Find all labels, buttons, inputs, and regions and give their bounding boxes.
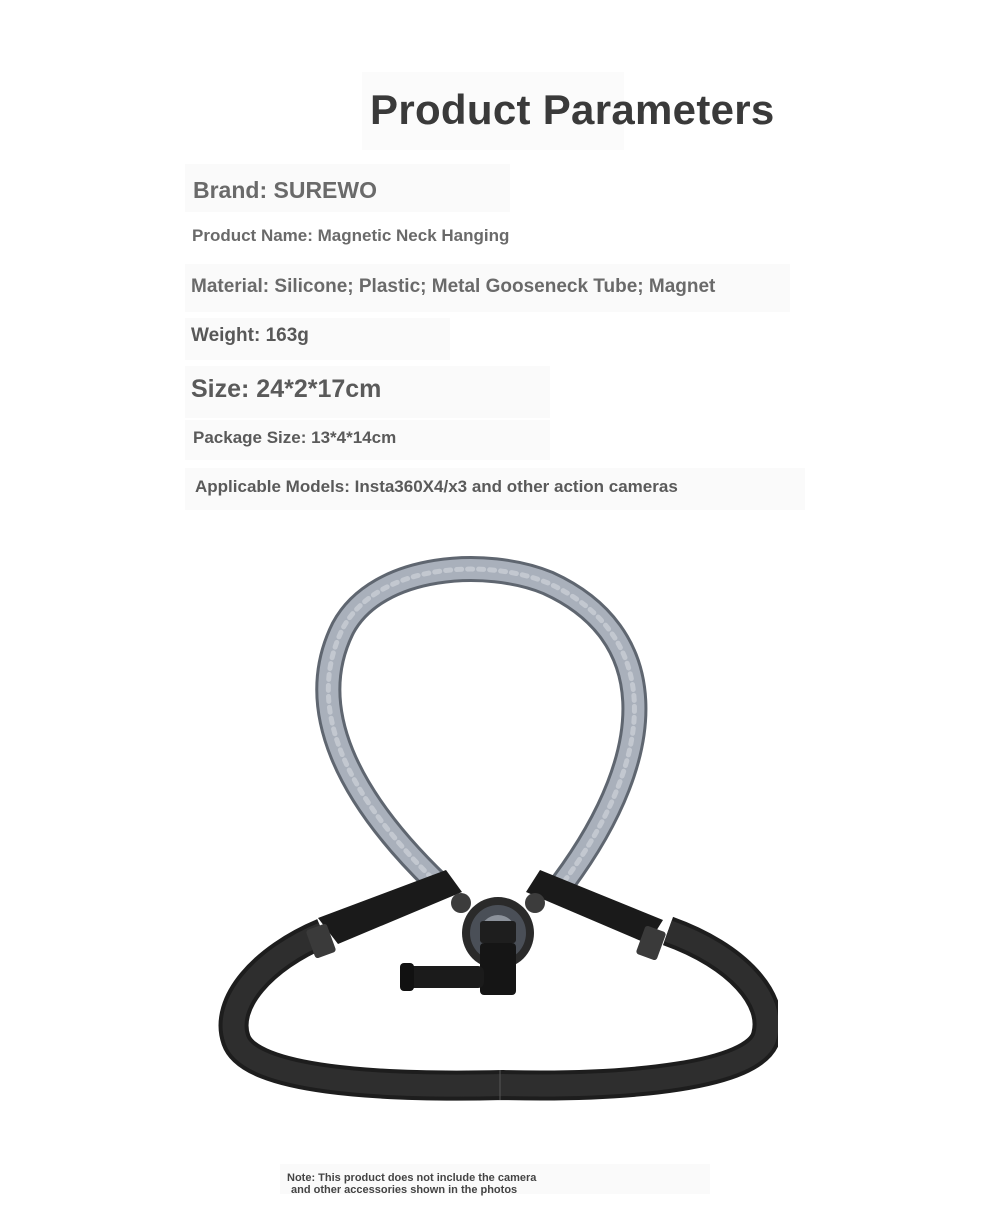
page-title-panel [362, 72, 775, 150]
applicable-models-text: Applicable Models: Insta360X4/x3 and other action cameras [195, 477, 678, 496]
brand-text: Brand: SUREWO [193, 177, 377, 203]
size-text: Size: 24*2*17cm [191, 375, 382, 403]
mount-arm [480, 943, 516, 995]
right-shoulder-pad [526, 870, 663, 944]
note-line-1: Note: This product does not include the camera [287, 1172, 537, 1184]
package-size-text: Package Size: 13*4*14cm [193, 428, 397, 447]
neck-mount-image [218, 548, 778, 1128]
weight-text: Weight: 163g [191, 325, 309, 346]
disclaimer-note [287, 1172, 536, 1196]
material-text: Material: Silicone; Plastic; Metal Gooseneck Tube; Magnet [191, 276, 716, 297]
product-name-text: Product Name: Magnetic Neck Hanging [192, 226, 510, 245]
page-title: Product Parameters [370, 86, 775, 133]
left-shoulder-pad [318, 870, 462, 944]
note-line-2: and other accessories shown in the photos [291, 1184, 518, 1196]
